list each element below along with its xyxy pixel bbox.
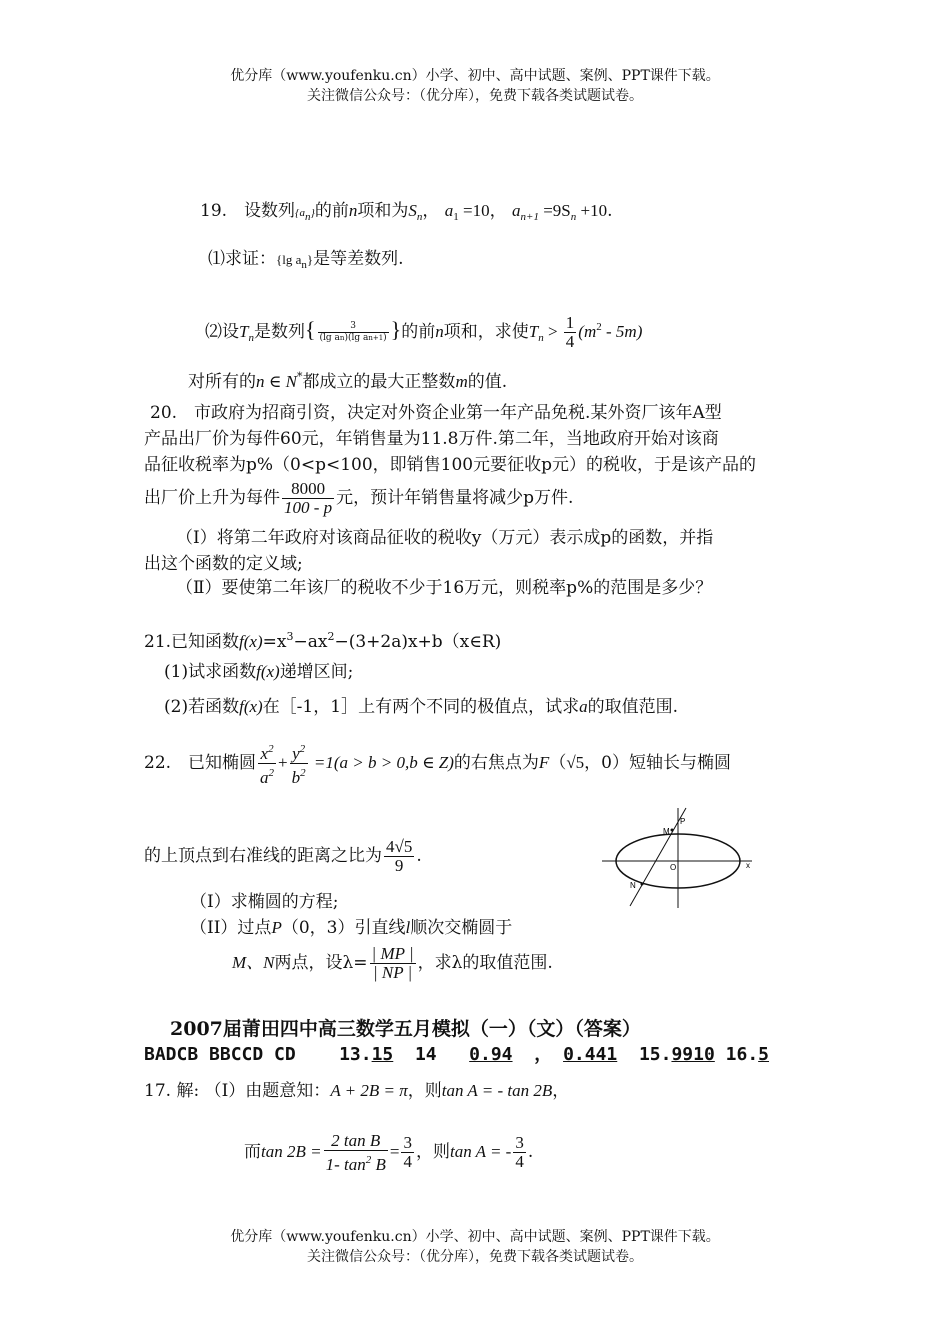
q19-line-3: 对所有的n ∈ N*都成立的最大正整数m的值. — [188, 370, 508, 392]
q19-line-1: 19. 设数列{an}的前n项和为$S_n$， $a_1 =10$， $a_{n+1} =9S_n +10$. — [200, 201, 613, 223]
q17-neg-three-quarters: $\frac{3}{4}$ — [515, 1133, 524, 1171]
fig-label-n: N — [630, 881, 636, 890]
q21-part-2: (2)若函数f(x)在［-1，1］上有两个不同的极值点，试求a的取值范围. — [164, 697, 678, 717]
q22-y-fraction: $\frac{y^2}{b^2}$ — [290, 740, 308, 787]
q22-line-2: 的上顶点到右准线的距离之比为 $\frac{4√5}{9}$ . — [144, 837, 422, 875]
q22-x-fraction: $\frac{x^2}{a^2}$ — [258, 740, 276, 787]
fig-label-o: O — [670, 863, 677, 872]
q20-line-1: 20. 市政府为招商引资，决定对外资企业第一年产品免税.某外资厂该年A型 — [150, 403, 722, 423]
q22-part-1: （I）求椭圆的方程; — [190, 892, 339, 912]
fig-label-p: P — [680, 817, 686, 826]
q21-line-1: 21.已知函数$f(x)=x^3-ax^2-(3+2a)x+b(x\in R)$ — [144, 630, 502, 652]
q22-line-1: 22. 已知椭圆 $\frac{x^2}{a^2}$ + $\frac{y^2}{b^2}$ =1(a > b > 0,b ∈ Z)的右焦点为F（√5，0）短轴长与椭圆 — [144, 738, 731, 788]
q20-line-2: 产品出厂价为每件60元，年销售量为11.8万件.第二年，当地政府开始对该商 — [144, 429, 719, 449]
q17-line-2: 而tan 2B = $\frac{\text{2 tan B}}{1- \tan^2 B}$ = $\frac{3}{4}$ ，则tan A = - $\frac{3}{4}$ . — [244, 1130, 534, 1174]
q22-part-2: （II）过点P（0，3）引直线l顺次交椭圆于 — [190, 918, 513, 938]
ellipse-figure — [600, 806, 760, 910]
q19-seq-fraction: $\frac{3}{\text{(lg an)(lg an+1)}}$ — [319, 321, 387, 343]
q20-line-3: 品征收税率为p%（0<p<100，即销售100元要征收p元）的税收，于是该产品的 — [144, 455, 756, 475]
footer-line-2: 关注微信公众号：（优分库），免费下载各类试题试卷。 — [307, 1249, 643, 1265]
fig-label-x: x — [746, 861, 750, 870]
answer-row: BADCB BBCCD CD 13.15 14 0.94 ， 0.441 15.9910 16.5 — [144, 1044, 770, 1065]
q19-text: 19. 设数列 — [200, 201, 296, 221]
footer-line-1: 优分库（www.youfenku.cn）小学、初中、高中试题、案例、PPT课件下载。 — [230, 1229, 720, 1245]
q22-part-2-cont: M、N两点，设λ= $\frac{| MP |}{| NP |}$ ，求λ的取值范围. — [232, 944, 553, 982]
q17-tan-fraction: $\frac{\text{2 tan B}}{1- \tan^2 B}$ — [325, 1130, 386, 1174]
q19-seq: {an} — [295, 207, 315, 223]
answer-title: 2007届莆田四中高三数学五月模拟（一）（文）（答案） — [170, 1018, 641, 1040]
q19-part-2: ⑵设$T_n$是数列{ $\frac{3}{\text{(lg an)(lg an+1)}}$ }的前n项和，求使$T_n$ > $\frac{1}{4}$ $(m^2 - 5m)$ — [205, 313, 643, 351]
q17-line-1: 17. 解: （I）由题意知：A + 2B = π，则tan A = - tan 2B， — [144, 1081, 570, 1101]
q21-part-1: (1)试求函数f(x)递增区间; — [164, 662, 354, 682]
header-line-1: 优分库（www.youfenku.cn）小学、初中、高中试题、案例、PPT课件下载。 — [230, 68, 720, 84]
q20-part-1-cont: 出这个函数的定义域; — [144, 554, 303, 574]
q20-part-2: （Ⅱ）要使第二年该厂的税收不少于16万元，则税率p%的范围是多少？ — [176, 578, 713, 598]
q19-part-1: ⑴求证：{lg $a_n$}是等差数列. — [208, 249, 404, 271]
q20-part-1: （Ⅰ）将第二年政府对该商品征收的税收y（万元）表示成p的函数，并指 — [176, 528, 714, 548]
q22-lambda-fraction: $\frac{| MP |}{| NP |}$ — [371, 944, 414, 982]
q22-ratio-fraction: $\frac{4√5}{9}$ — [386, 837, 413, 875]
header-line-2: 关注微信公众号：（优分库），免费下载各类试题试卷。 — [307, 88, 643, 104]
q17-three-quarters: $\frac{3}{4}$ — [403, 1133, 412, 1171]
fig-label-m: M — [663, 827, 670, 836]
q20-price-fraction: $\frac{8000}{100 - p}$ — [284, 479, 333, 517]
q19-lg-expr: {lg $a_n$} — [276, 252, 314, 271]
q19-quarter-fraction: $\frac{1}{4}$ — [565, 313, 575, 351]
q20-line-4: 出厂价上升为每件 $\frac{8000}{100 - p}$ 元，预计年销售量将减少p万件. — [144, 479, 574, 517]
